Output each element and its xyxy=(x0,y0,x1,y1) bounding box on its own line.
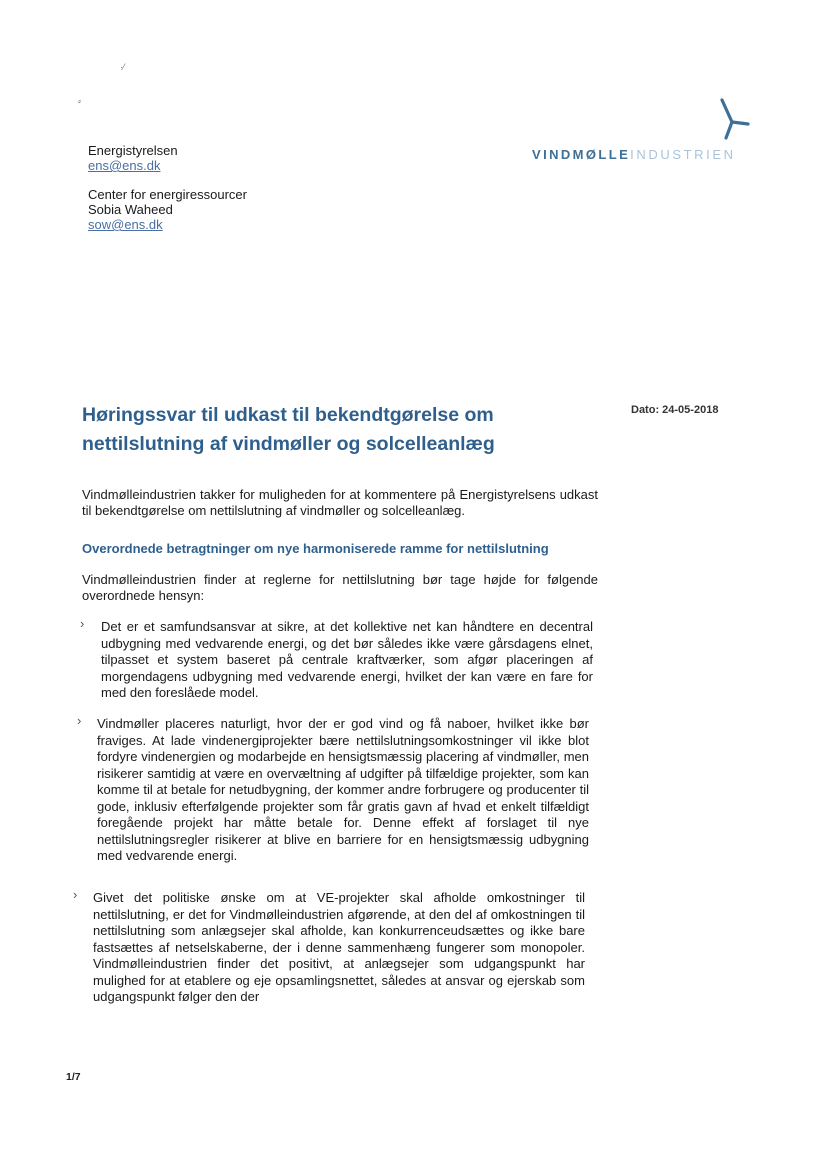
recipient-org-email[interactable]: ens@ens.dk xyxy=(88,158,161,173)
wind-turbine-icon xyxy=(714,96,754,142)
logo-bold-part: VINDMØLLE xyxy=(532,147,631,162)
recipient-org: Energistyrelsen xyxy=(88,143,178,158)
recipient-department: Center for energiressourcer xyxy=(88,187,247,202)
recipient-person-email[interactable]: sow@ens.dk xyxy=(88,217,163,232)
logo-light-part: INDUSTRIEN xyxy=(630,147,736,162)
bullet-marker: › xyxy=(73,887,78,902)
intro-paragraph: Vindmølleindustrien takker for muligheden for at kommentere på Energistyrelsens udkast til bekendtgørelse om nettilslutning af vindmøller og solcelleanlæg. xyxy=(82,487,598,518)
page-title: Høringssvar til udkast til bekendtgørelse om nettilslutning af vindmøller og solcelleanlæg xyxy=(82,404,495,455)
scan-speck: ·⁄ xyxy=(120,62,125,72)
page-number: 1/7 xyxy=(66,1071,81,1083)
document-date: Dato: 24-05-2018 xyxy=(631,404,719,416)
bullet-item: Vindmøller placeres naturligt, hvor der er god vind og få naboer, hvilket ikke bør fraviges. At lade vindenergiprojekter bære nettilslutningsomkostninger vil ikke blot fordyre vindenergien og modarbejde en hensigtsmæssig placering af vindmøller, men risikerer samtidig at være en overvæltning af udgifter på tilfældige projekter, som kan komme til at betale for netudbygning, der kommer andre forbrugere og producenter til gode, inklusiv efterfølgende projekter som får gratis gavn af hvad et enkelt tilfældigt foregående projekt har måtte betale for. Denne effekt af forslaget til nye nettilslutningsregler risikerer at blive en barriere for en hensigtsmæssig udbygning med vedvarende energi. xyxy=(97,716,589,863)
bullet-item: Givet det politiske ønske om at VE-projekter skal afholde omkostninger til nettilslutning, er det for Vindmølleindustrien afgørende, at den del af omkostningen til nettilslutning som anlægsejer skal afholde, kan konkurrenceudsættes og ikke bare fastsættes af netselskaberne, der i denne sammenhæng fungerer som monopoler. Vindmølleindustrien finder det positivt, at anlægsejer som udgangspunkt har mulighed for at etablere og eje opsamlingsnettet, således at ansvar og ejerskab som udgangspunkt følger den der xyxy=(93,890,585,1004)
bullet-item: Det er et samfundsansvar at sikre, at det kollektive net kan håndtere en decentral udbygning med vedvarende energi, og det bør således ikke være gårsdagens elnet, tilpasset et system baseret på centrale kraftværker, som afgør placeringen af morgendagens udbygning med vedvarende energi, hvilket der kan være en fare for med den foreslåede model. xyxy=(101,619,593,700)
bullet-marker: › xyxy=(80,616,85,631)
recipient-person: Sobia Waheed xyxy=(88,202,173,217)
lead-paragraph: Vindmølleindustrien finder at reglerne for nettilslutning bør tage højde for følgende overordnede hensyn: xyxy=(82,572,598,603)
company-logo xyxy=(532,147,736,162)
recipient-block xyxy=(88,143,247,232)
section-heading: Overordnede betragtninger om nye harmoniserede ramme for nettilslutning xyxy=(82,541,549,556)
bullet-marker: › xyxy=(77,713,82,728)
scan-speck: ⸗ xyxy=(78,96,81,106)
